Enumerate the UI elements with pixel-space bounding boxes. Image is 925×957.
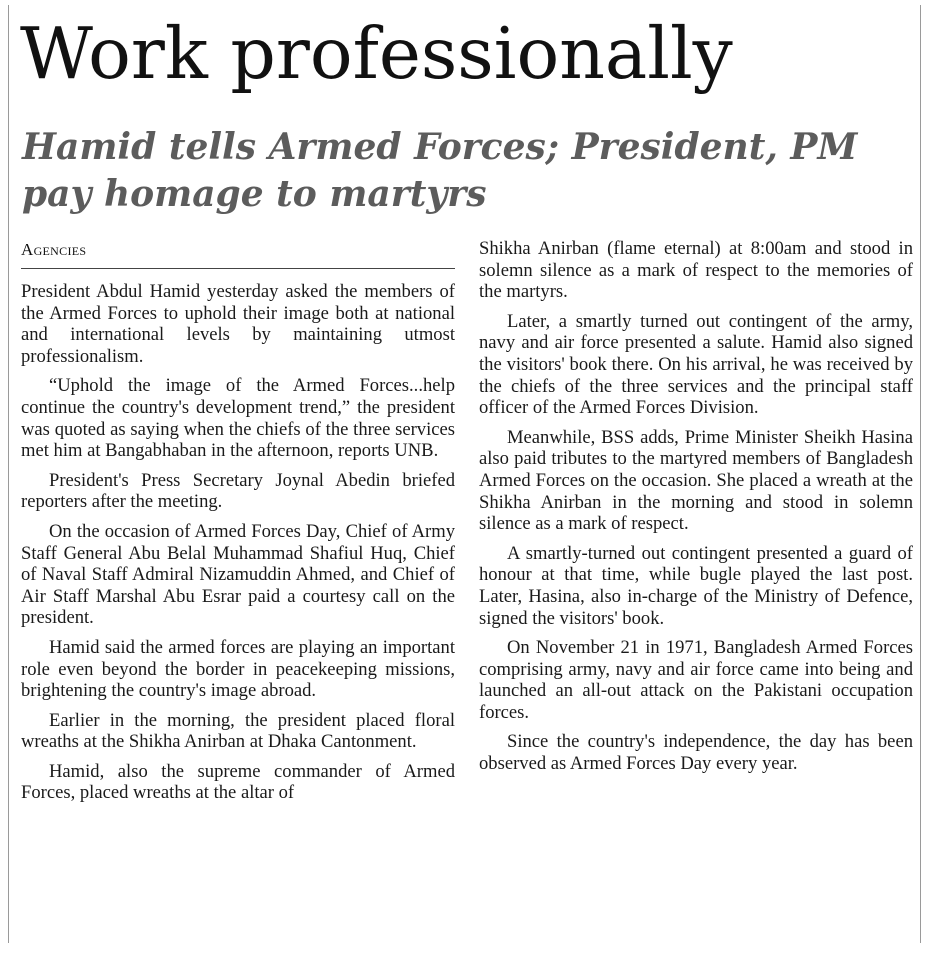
paragraph: “Uphold the image of the Armed Forces...help continue the country's development trend,” the president was quoted as saying when the chiefs of the three services met him at Bangabhaban in the afternoon, reports UNB. xyxy=(21,375,455,462)
paragraph: Meanwhile, BSS adds, Prime Minister Sheikh Hasina also paid tributes to the martyred members of Bangladesh Armed Forces on the occasion. She placed a wreath at the Shikha Anirban in the morning and stood in solemn silence as a mark of respect. xyxy=(479,426,913,535)
paragraph: Hamid said the armed forces are playing an important role even beyond the border in peacekeeping missions, brightening the country's image abroad. xyxy=(21,636,455,702)
article-column-1 xyxy=(21,281,455,812)
paragraph: Hamid, also the supreme commander of Armed Forces, placed wreaths at the altar of xyxy=(21,760,455,804)
paragraph: Shikha Anirban (flame eternal) at 8:00am and stood in solemn silence as a mark of respect to the memories of the martyrs. xyxy=(479,238,913,303)
paragraph: President's Press Secretary Joynal Abedin briefed reporters after the meeting. xyxy=(21,469,455,513)
byline-divider xyxy=(21,268,455,269)
left-column-rule xyxy=(8,5,9,943)
paragraph: Since the country's independence, the day has been observed as Armed Forces Day every year. xyxy=(479,731,913,775)
paragraph: On the occasion of Armed Forces Day, Chief of Army Staff General Abu Belal Muhammad Shafiul Huq, Chief of Naval Staff Admiral Nizamuddin Ahmed, and Chief of Air Staff Marshal Abu Esrar paid a courtesy call on the president. xyxy=(21,520,455,629)
paragraph: A smartly-turned out contingent presented a guard of honour at that time, while bugle played the last post. Later, Hasina, also in-charge of the Ministry of Defence, signed the visitors' book. xyxy=(479,542,913,629)
paragraph: On November 21 in 1971, Bangladesh Armed Forces comprising army, navy and air force came into being and launched an all-out attack on the Pakistani occupation forces. xyxy=(479,637,913,723)
paragraph: Later, a smartly turned out contingent of the army, navy and air force presented a salute. Hamid also signed the visitors' book there. On his arrival, he was received by the chiefs of the three services and the principal staff officer of the Armed Forces Division. xyxy=(479,310,913,419)
byline: Agencies xyxy=(21,240,87,259)
article-column-2 xyxy=(479,238,913,783)
paragraph: Earlier in the morning, the president placed floral wreaths at the Shikha Anirban at Dhaka Cantonment. xyxy=(21,709,455,753)
subheadline: Hamid tells Armed Forces; President, PM pay homage to martyrs xyxy=(22,126,858,215)
paragraph: President Abdul Hamid yesterday asked the members of the Armed Forces to uphold their image both at national and international levels by maintaining utmost professionalism. xyxy=(21,281,455,367)
headline: Work professionally xyxy=(20,12,733,95)
right-column-rule xyxy=(920,5,921,943)
